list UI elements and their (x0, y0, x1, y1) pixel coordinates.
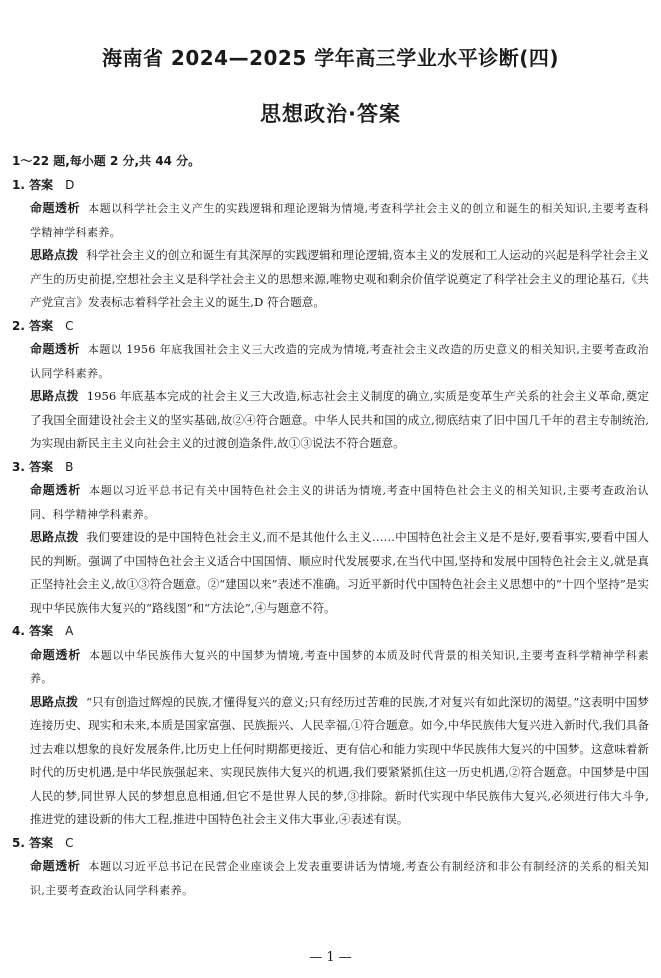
analysis-text: 本题以习近平总书记在民营企业座谈会上发表重要讲话为情境,考查公有制经济和非公有制经济的关系的相关知识,主要考查政治认同学科素养。 (30, 860, 650, 897)
hint-label: 思路点拨 (30, 389, 79, 403)
analysis-text: 本题以习近平总书记有关中国特色社会主义的讲话为情境,考查中国特色社会主义的相关知识,主要考查政治认同、科学精神学科素养。 (30, 484, 650, 521)
answer-label: 答案 (29, 835, 54, 850)
question-2 (12, 315, 649, 456)
analysis-paragraph (12, 338, 649, 385)
analysis-label: 命题透析 (30, 483, 81, 497)
question-header (12, 832, 649, 856)
question-header (12, 620, 649, 644)
question-3 (12, 456, 649, 621)
hint-label: 思路点拨 (30, 694, 79, 709)
hint-paragraph (12, 385, 649, 456)
hint-paragraph (12, 691, 649, 832)
hint-paragraph (12, 244, 649, 315)
answer-value: D (65, 177, 75, 192)
hint-paragraph (12, 526, 649, 620)
section-intro: 1～22 题,每小题 2 分,共 44 分。 (12, 154, 201, 168)
analysis-paragraph (12, 479, 649, 526)
question-4 (12, 620, 649, 832)
answer-label: 答案 (29, 459, 54, 474)
answer-value: C (65, 835, 74, 850)
answer-value: B (65, 459, 74, 474)
hint-text: 科学社会主义的创立和诞生有其深厚的实践逻辑和理论逻辑,资本主义的发展和工人运动的兴起是科学社会主义产生的历史前提,空想社会主义是科学社会主义的思想来源,唯物史观和剩余价值学说奠定了科学社会主义的理论基石,《共产党宣言》发表标志着科学社会主义的诞生,D 符合题意。 (30, 248, 649, 309)
analysis-paragraph (12, 855, 649, 902)
analysis-text: 本题以科学社会主义产生的实践逻辑和理论逻辑为情境,考查科学社会主义的创立和诞生的相关知识,主要考查科学精神学科素养。 (30, 202, 649, 239)
analysis-label: 命题透析 (30, 201, 81, 215)
analysis-label: 命题透析 (30, 342, 80, 356)
question-1 (12, 174, 649, 315)
answer-content (12, 150, 649, 902)
hint-text: 我们要建设的是中国特色社会主义,而不是其他什么主义……中国特色社会主义是不是好,要看事实,要看中国人民的判断。强调了中国特色社会主义适合中国国情、顺应时代发展要求,在当代中国,坚持和发展中国特色社会主义,就是真正坚持社会主义,故①③符合题意。②“建国以来”表述不准确。习近平新时代中国特色社会主义思想中的“十四个坚持”是实现中华民族伟大复兴的“路线图”和“方法论”,④与题意不符。 (30, 530, 649, 615)
question-number: 2. (12, 318, 25, 333)
analysis-label: 命题透析 (30, 859, 81, 873)
question-5 (12, 832, 649, 903)
hint-text: “只有创造过辉煌的民族,才懂得复兴的意义;只有经历过苦难的民族,才对复兴有如此深切的渴望。”这表明中国梦连接历史、现实和未来,本质是国家富强、民族振兴、人民幸福,①符合题意。如今,中华民族伟大复兴进入新时代,我们具备过去难以想象的良好发展条件,比历史上任何时期都更接近、更有信心和能力实现中华民族伟大复兴的中国梦。这意味着新时代的历史机遇,是中华民族强起来、实现民族伟大复兴的机遇,我们要紧紧抓住这一历史机遇,②符合题意。中国梦是中国人民的梦,同世界人民的梦想息息相通,但它不是世界人民的梦,③排除。新时代实现中华民族伟大复兴,必须进行伟大斗争,推进党的建设新的伟大工程,推进中国特色社会主义伟大事业,④表述有误。 (30, 694, 649, 826)
analysis-text: 本题以中华民族伟大复兴的中国梦为情境,考查中国梦的本质及时代背景的相关知识,主要考查科学精神学科素养。 (30, 648, 650, 685)
page-title: 海南省 2024—2025 学年高三学业水平诊断(四) (101, 46, 560, 70)
analysis-label: 命题透析 (30, 647, 81, 662)
hint-label: 思路点拨 (30, 530, 79, 544)
page-subtitle: 思想政治·答案 (260, 102, 401, 126)
question-number: 3. (12, 459, 25, 474)
answer-label: 答案 (29, 318, 54, 333)
question-header (12, 456, 649, 480)
hint-text: 1956 年底基本完成的社会主义三大改造,标志社会主义制度的确立,实质是变革生产关系的社会主义革命,奠定了我国全面建设社会主义的坚实基础,故②④符合题意。中华人民共和国的成立,彻底结束了旧中国几千年的君主专制统治,为实现由新民主主义向社会主义的过渡创造条件,故①③说法不符合题意。 (30, 389, 649, 450)
analysis-paragraph (12, 644, 649, 691)
question-number: 1. (12, 177, 25, 192)
hint-label: 思路点拨 (30, 248, 79, 262)
answer-value: C (65, 318, 74, 333)
question-number: 4. (12, 624, 25, 638)
analysis-paragraph (12, 197, 649, 244)
question-header (12, 174, 649, 198)
page-number: — 1 — (309, 950, 352, 965)
answer-value: A (65, 624, 74, 638)
question-number: 5. (12, 835, 25, 850)
answer-label: 答案 (29, 177, 54, 192)
question-header (12, 315, 649, 339)
analysis-text: 本题以 1956 年底我国社会主义三大改造的完成为情境,考查社会主义改造的历史意义的相关知识,主要考查政治认同学科素养。 (30, 343, 649, 380)
answer-label: 答案 (29, 624, 54, 638)
